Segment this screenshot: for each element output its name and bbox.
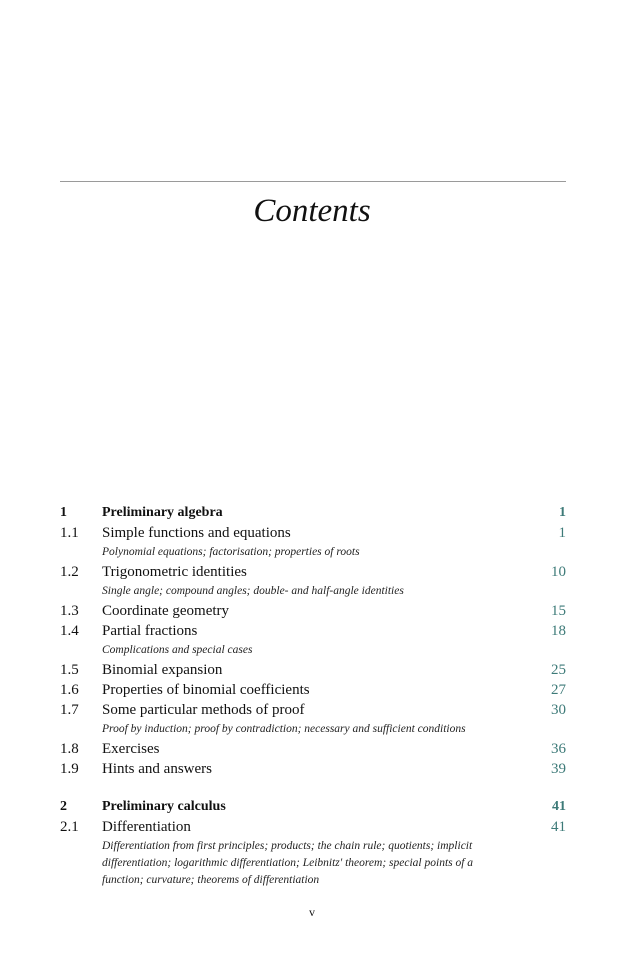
- entry-subtopics: Differentiation from first principles; products; the chain rule; quotients; implicit differentiation; logarithmic differentiation; Leibnitz' theorem; special points of a function; curvature; theorems of differentiation: [102, 840, 474, 886]
- entry-page-number[interactable]: 15: [551, 603, 566, 619]
- toc-section-entry[interactable]: [60, 680, 566, 700]
- entry-subtopics: Proof by induction; proof by contradiction; necessary and sufficient conditions: [102, 723, 466, 735]
- toc-section-entry[interactable]: [60, 601, 566, 621]
- toc-section-entry[interactable]: [60, 759, 566, 779]
- entry-title[interactable]: Hints and answers: [102, 761, 212, 777]
- entry-page-number[interactable]: 39: [551, 761, 566, 777]
- entry-title[interactable]: Differentiation: [102, 819, 191, 835]
- entry-subtopics: Polynomial equations; factorisation; properties of roots: [102, 546, 360, 558]
- entry-page-number[interactable]: 25: [551, 662, 566, 678]
- entry-number: 1.9: [60, 761, 79, 777]
- entry-title[interactable]: Properties of binomial coefficients: [102, 682, 310, 698]
- entry-number: 2: [60, 799, 67, 814]
- entry-number: 2.1: [60, 819, 79, 835]
- entry-number: 1.7: [60, 702, 79, 718]
- toc-section-entry[interactable]: [60, 562, 566, 582]
- toc-section-entry[interactable]: [60, 621, 566, 641]
- entry-page-number[interactable]: 10: [551, 564, 566, 580]
- page-folio: v: [309, 905, 315, 919]
- entry-page-number[interactable]: 1: [558, 525, 566, 541]
- toc-section-entry[interactable]: [60, 523, 566, 543]
- entry-number: 1.6: [60, 682, 79, 698]
- entry-number: 1.2: [60, 564, 79, 580]
- toc-section-entry[interactable]: [60, 660, 566, 680]
- entry-title[interactable]: Trigonometric identities: [102, 564, 247, 580]
- entry-page-number[interactable]: 41: [551, 819, 566, 835]
- entry-page-number[interactable]: 1: [559, 505, 566, 520]
- entry-title[interactable]: Binomial expansion: [102, 662, 223, 678]
- entry-title[interactable]: Partial fractions: [102, 623, 198, 639]
- entry-number: 1.1: [60, 525, 79, 541]
- entry-subtopics: Complications and special cases: [102, 644, 253, 656]
- toc-section-entry[interactable]: [60, 700, 566, 720]
- entry-title[interactable]: Some particular methods of proof: [102, 702, 305, 718]
- entry-number: 1: [60, 505, 67, 520]
- entry-number: 1.3: [60, 603, 79, 619]
- entry-title[interactable]: Coordinate geometry: [102, 603, 230, 619]
- entry-number: 1.4: [60, 623, 79, 639]
- entry-page-number[interactable]: 27: [551, 682, 566, 698]
- entry-title[interactable]: Preliminary calculus: [102, 799, 226, 814]
- entry-number: 1.8: [60, 741, 79, 757]
- entry-page-number[interactable]: 41: [552, 799, 566, 814]
- entry-page-number[interactable]: 18: [551, 623, 566, 639]
- entry-title[interactable]: Simple functions and equations: [102, 525, 291, 541]
- entry-title[interactable]: Exercises: [102, 741, 160, 757]
- entry-number: 1.5: [60, 662, 79, 678]
- toc-section-entry[interactable]: [60, 817, 566, 837]
- toc-chapter-entry[interactable]: [60, 797, 566, 817]
- toc-chapter-entry[interactable]: [60, 503, 566, 523]
- toc-section-entry[interactable]: [60, 739, 566, 759]
- entry-page-number[interactable]: 36: [551, 741, 566, 757]
- entry-page-number[interactable]: 30: [551, 702, 566, 718]
- entry-title[interactable]: Preliminary algebra: [102, 505, 223, 520]
- entry-subtopics: Single angle; compound angles; double- and half-angle identities: [102, 585, 404, 597]
- page-title: Contents: [253, 193, 371, 229]
- header-rule: [60, 181, 566, 182]
